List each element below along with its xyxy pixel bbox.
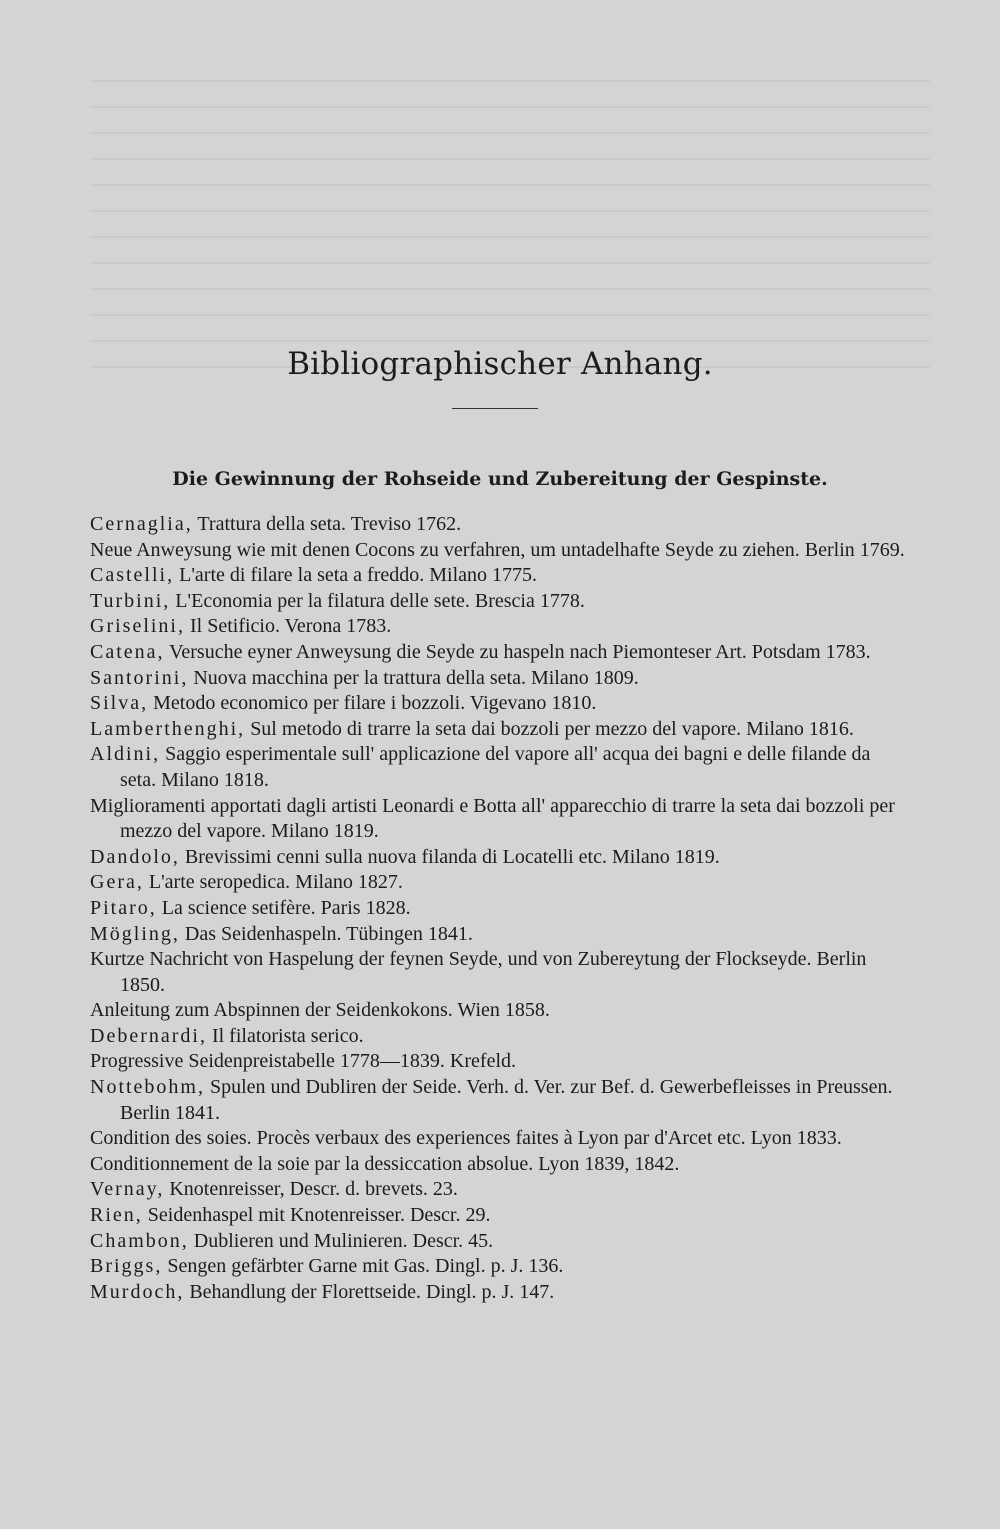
entry-text: Anleitung zum Abspinnen der Seidenkokons. Wien 1858.: [90, 999, 550, 1022]
bibliography-entry: [90, 563, 910, 589]
entry-text: Spulen und Dubliren der Seide. Verh. d. Ver. zur Bef. d. Gewerbefleisses in Preussen. Berlin 1841.: [120, 1076, 893, 1124]
entry-text: Il filatorista serico.: [206, 1024, 364, 1047]
entry-text: Miglioramenti apportati dagli artisti Leonardi e Botta all' apparecchio di trarre la seta dai bozzoli per mezzo del vapore. Milano 1819.: [90, 794, 895, 843]
bibliography-entry: [90, 512, 910, 538]
entry-text: Metodo economico per filare i bozzoli. Vigevano 1810.: [148, 692, 597, 715]
bibliography-entry: [90, 1126, 910, 1152]
bleed-through-texture: [90, 60, 930, 380]
entry-text: Sul metodo di trarre la seta dai bozzoli per mezzo del vapore. Milano 1816.: [245, 717, 854, 740]
bibliography-entry: [90, 1177, 910, 1203]
entry-text: L'Economia per la filatura delle sete. Brescia 1778.: [170, 589, 585, 612]
entry-text: Trattura della seta. Treviso 1762.: [192, 513, 462, 535]
entry-text: Dublieren und Mulinieren. Descr. 45.: [188, 1229, 494, 1252]
entry-author: Lamberthenghi,: [90, 717, 246, 740]
entry-text: La science setifère. Paris 1828.: [156, 896, 411, 919]
entry-author: Aldini,: [90, 743, 161, 766]
bibliography-entry: [90, 922, 910, 948]
bibliography-entry: [90, 1049, 910, 1075]
bibliography-entry: [90, 947, 910, 998]
bibliography-entry: [90, 691, 910, 717]
entry-text: Neue Anweysung wie mit denen Cocons zu verfahren, um untadelhafte Seyde zu ziehen. Berlin 1769.: [90, 538, 905, 561]
bibliography-entry: [90, 640, 910, 666]
entry-text: Seidenhaspel mit Knotenreisser. Descr. 29.: [142, 1204, 491, 1227]
bibliography-entry: [90, 870, 910, 896]
entry-author: Pitaro,: [90, 896, 157, 919]
entry-author: Murdoch,: [90, 1280, 185, 1303]
entry-author: Silva,: [90, 692, 149, 715]
bibliography-entry: [90, 845, 910, 871]
entry-text: Il Setificio. Verona 1783.: [185, 615, 392, 638]
entry-author: Briggs,: [90, 1255, 163, 1278]
entry-author: Catena,: [90, 640, 165, 663]
entry-text: Saggio esperimentale sull' applicazione del vapore all' acqua dei bagni e delle filande da seta. Milano 1818.: [120, 743, 871, 791]
entry-text: Progressive Seidenpreistabelle 1778—1839. Krefeld.: [90, 1050, 517, 1073]
entry-text: Sengen gefärbter Garne mit Gas. Dingl. p. J. 136.: [162, 1255, 564, 1278]
entry-author: Cernaglia,: [90, 513, 193, 535]
entry-author: Turbini,: [90, 589, 171, 612]
entry-text: Condition des soies. Procès verbaux des experiences faites à Lyon par d'Arcet etc. Lyon 1833.: [90, 1127, 842, 1150]
entry-author: Debernardi,: [90, 1024, 207, 1047]
entry-author: Griselini,: [90, 615, 185, 638]
section-heading: Die Gewinnung der Rohseide und Zubereitung der Gespinste.: [172, 467, 828, 490]
bibliography-entry: [90, 896, 910, 922]
entry-author: Dandolo,: [90, 845, 180, 868]
entry-author: Santorini,: [90, 666, 189, 689]
bibliography-entry: [90, 666, 910, 692]
entry-text: Knotenreisser, Descr. d. brevets. 23.: [164, 1178, 458, 1201]
bibliography-entry: [90, 589, 910, 615]
title-divider: [452, 408, 538, 409]
bibliography-entry: [90, 717, 910, 743]
bibliography-entry: [90, 538, 910, 564]
entry-text: Versuche eyner Anweysung die Seyde zu haspeln nach Piemonteser Art. Potsdam 1783.: [164, 640, 871, 663]
entry-author: Chambon,: [90, 1229, 189, 1252]
bibliography-entry: [90, 1254, 910, 1280]
bibliography-entry: [90, 1024, 910, 1050]
entry-text: Brevissimi cenni sulla nuova filanda di Locatelli etc. Milano 1819.: [179, 845, 720, 868]
bibliography-entry: [90, 1203, 910, 1229]
entry-text: Nuova macchina per la trattura della seta. Milano 1809.: [188, 666, 639, 689]
bibliography-entry: [90, 1229, 910, 1255]
entry-text: Conditionnement de la soie par la dessiccation absolue. Lyon 1839, 1842.: [90, 1152, 680, 1175]
entry-text: Behandlung der Florettseide. Dingl. p. J. 147.: [184, 1280, 555, 1303]
entry-author: Vernay,: [90, 1178, 165, 1201]
bibliography-list: [90, 512, 910, 1305]
entry-author: Rien,: [90, 1204, 143, 1227]
bibliography-entry: [90, 742, 910, 793]
entry-author: Castelli,: [90, 564, 175, 587]
bibliography-entry: [90, 1075, 910, 1126]
bibliography-entry: [90, 614, 910, 640]
entry-author: Mögling,: [90, 922, 180, 945]
bibliography-entry: [90, 1152, 910, 1178]
entry-author: Gera,: [90, 871, 144, 894]
bibliography-entry: [90, 998, 910, 1024]
entry-text: Kurtze Nachricht von Haspelung der feynen Seyde, und von Zubereytung der Flockseyde. Berlin 1850.: [90, 948, 867, 996]
page-title: Bibliographischer Anhang.: [287, 345, 713, 382]
entry-text: Das Seidenhaspeln. Tübingen 1841.: [179, 922, 473, 945]
bibliography-entry: [90, 1280, 910, 1306]
bibliography-entry: [90, 794, 910, 845]
entry-text: L'arte di filare la seta a freddo. Milano 1775.: [174, 564, 538, 587]
entry-author: Nottebohm,: [90, 1076, 205, 1099]
entry-text: L'arte seropedica. Milano 1827.: [143, 871, 403, 894]
